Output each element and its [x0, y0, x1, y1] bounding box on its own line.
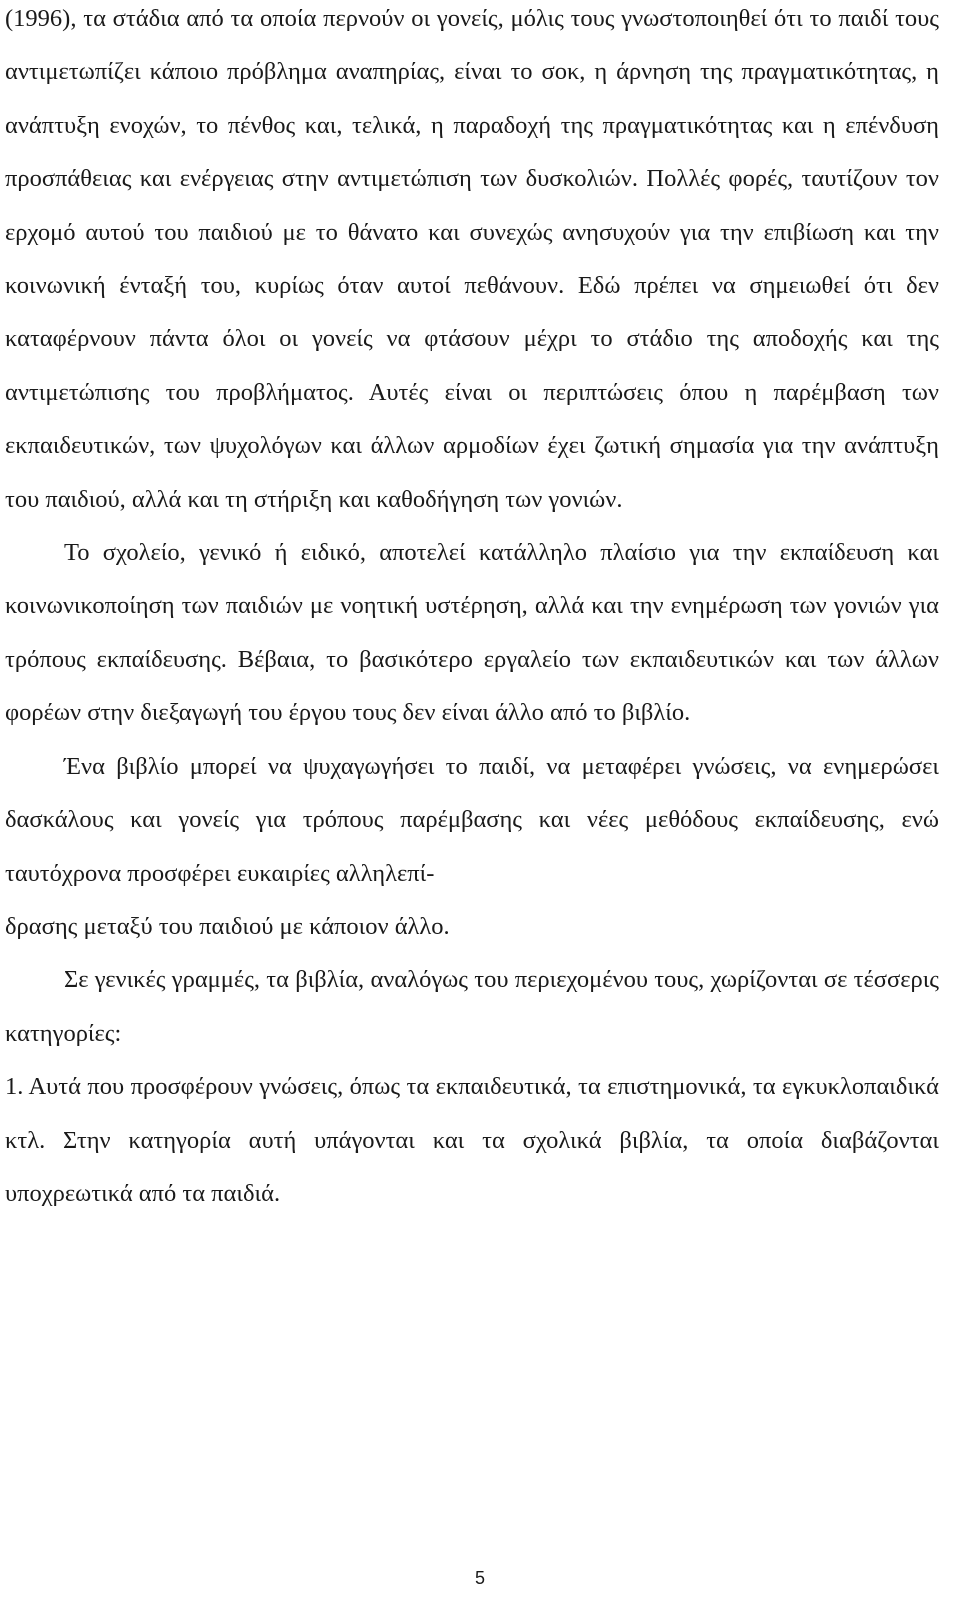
document-body — [5, 0, 939, 1220]
list-item-category-1: 1. Αυτά που προσφέρουν γνώσεις, όπως τα εκπαιδευτικά, τα επιστημονικά, τα εγκυκλοπαιδικά κτλ. Στην κατηγορία αυτή υπάγονται και τα σχολικά βιβλία, τα οποία διαβάζονται υποχρεωτικά από τα παιδιά. — [5, 1073, 939, 1207]
paragraph-book-benefits-first-part: Ένα βιβλίο μπορεί να ψυχαγωγήσει το παιδί, να μεταφέρει γνώσεις, να ενημερώσει δασκάλους και γονείς για τρόπους παρέμβασης και νέες μεθόδους εκπαίδευσης, ενώ ταυτόχρονα προσφέρει ευκαιρίες αλληλεπί- — [5, 752, 939, 887]
paragraph-book-benefits — [5, 740, 939, 954]
page-number: 5 — [474, 1568, 485, 1588]
paragraph-book-categories-intro: Σε γενικές γραμμές, τα βιβλία, αναλόγως του περιεχομένου τους, χωρίζονται σε τέσσερις κατηγορίες: — [5, 966, 939, 1047]
paragraph-book-benefits-continuation: δρασης μεταξύ του παιδιού με κάποιον άλλο. — [5, 912, 450, 940]
paragraph-stages-of-parents: (1996), τα στάδια από τα οποία περνούν οι γονείς, μόλις τους γνωστοποιηθεί ότι το παιδί τους αντιμετωπίζει κάποιο πρόβλημα αναπηρίας, είναι το σοκ, η άρνηση της πραγματικότητας, η ανάπτυξη ενοχών, το πένθος και, τελικά, η παραδοχή της πραγματικότητας και η επένδυση προσπάθειας και ενέργειας στην αντιμετώπιση των δυσκολιών. Πολλές φορές, ταυτίζουν τον ερχομό αυτού του παιδιού με το θάνατο και συνεχώς ανησυχούν για την επιβίωση και την κοινωνική ένταξή του, κυρίως όταν αυτοί πεθάνουν. Εδώ πρέπει να σημειωθεί ότι δεν καταφέρνουν πάντα όλοι οι γονείς να φτάσουν μέχρι το στάδιο της αποδοχής και της αντιμετώπισης του προβλήματος. Αυτές είναι οι περιπτώσεις όπου η παρέμβαση των εκπαιδευτικών, των ψυχολόγων και άλλων αρμοδίων έχει ζωτική σημασία για την ανάπτυξη του παιδιού, αλλά και τη στήριξη και καθοδήγηση των γονιών. — [5, 5, 939, 513]
paragraph-school-and-books: Το σχολείο, γενικό ή ειδικό, αποτελεί κατάλληλο πλαίσιο για την εκπαίδευση και κοινωνικοποίηση των παιδιών με νοητική υστέρηση, αλλά και την ενημέρωση των γονιών για τρόπους εκπαίδευσης. Βέβαια, το βασικότερο εργαλείο των εκπαιδευτικών και των άλλων φορέων στην διεξαγωγή του έργου τους δεν είναι άλλο από το βιβλίο. — [5, 539, 939, 727]
